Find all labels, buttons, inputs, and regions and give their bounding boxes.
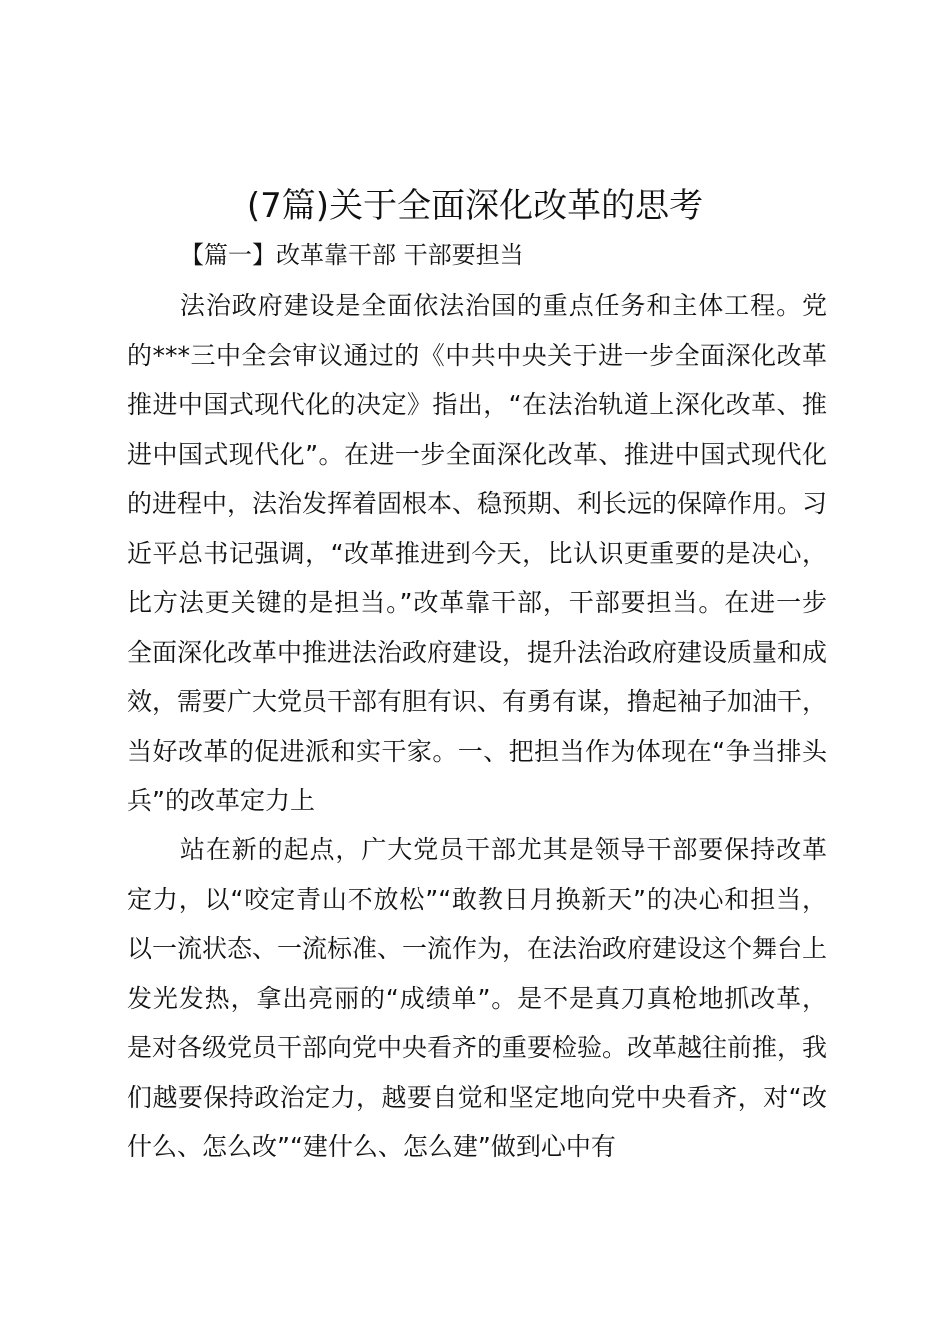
paragraph-text: 法治政府建设是全面依法治国的重点任务和主体工程。党的***三中全会审议通过的《中共中央关于进一步全面深化改革推进中国式现代化的决定》指出，“在法治轨道上深化改革、推进中国式现代化”。在进一步全面深化改革、推进中国式现代化的进程中，法治发挥着固根本、稳预期、利长远的保障作用。习近平总书记强调，“改革推进到今天，比认识更重要的是决心，比方法更关键的是担当。”改革靠干部，干部要担当。在进一步全面深化改革中推进法治政府建设，提升法治政府建设质量和成效，需要广大党员干部有胆有识、有勇有谋，撸起袖子加油干，当好改革的促进派和实干家。一、把担当作为体现在“争当排头兵”的改革定力上 — [127, 291, 828, 815]
document-title: (7篇)关于全面深化改革的思考 — [246, 186, 704, 226]
body-paragraph — [127, 825, 827, 1172]
body-paragraph — [127, 281, 827, 826]
section-heading: 【篇一】改革靠干部 干部要担当 — [180, 241, 524, 269]
paragraph-text: 站在新的起点，广大党员干部尤其是领导干部要保持改革定力，以“咬定青山不放松”“敢教日月换新天”的决心和担当，以一流状态、一流标准、一流作为，在法治政府建设这个舞台上发光发热，拿出亮丽的“成绩单”。是不是真刀真枪地抓改革，是对各级党员干部向党中央看齐的重要检验。改革越往前推，我们越要保持政治定力，越要自觉和坚定地向党中央看齐，对“改什么、怎么改”“建什么、怎么建”做到心中有 — [127, 835, 828, 1161]
